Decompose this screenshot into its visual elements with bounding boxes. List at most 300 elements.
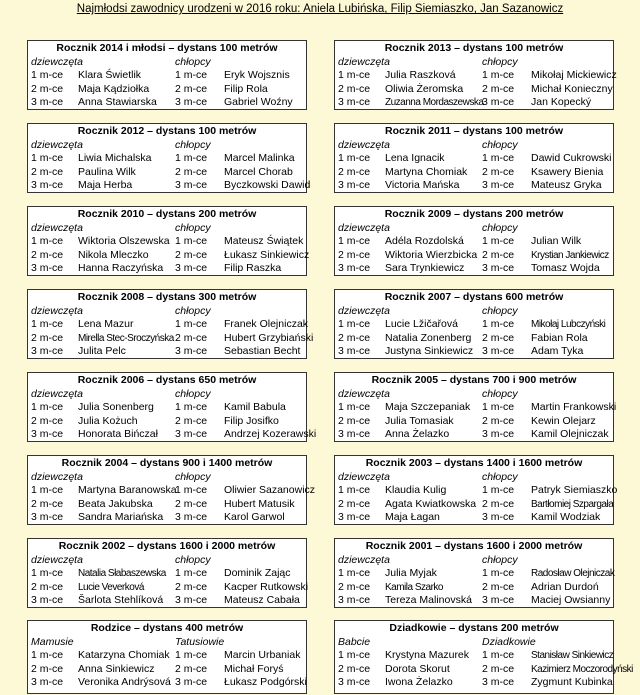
right-group-label: chłopcy: [482, 388, 518, 400]
girl-name: Beata Jakubska: [78, 497, 153, 510]
girl-name: Anna Stawiarska: [78, 96, 157, 108]
girl-name: Julia Tomasiak: [385, 414, 454, 427]
boy-name: Sebastian Becht: [224, 345, 301, 357]
place-label: 1 m-ce: [31, 649, 64, 661]
right-group-label: chłopcy: [175, 139, 211, 151]
result-box: [27, 206, 310, 276]
result-row: [28, 96, 306, 110]
result-row: [335, 401, 617, 415]
boy-name: Jan Kopecký: [531, 96, 592, 108]
place-label: 1 m-ce: [338, 484, 371, 496]
place-label: 3 m-ce: [31, 262, 64, 274]
place-label: 2 m-ce: [482, 331, 515, 344]
girl-name: Anna Sinkiewicz: [78, 662, 155, 675]
girl-name: Kamila Szarko: [385, 581, 443, 593]
result-row: [335, 318, 613, 332]
place-label: 1 m-ce: [482, 235, 515, 247]
place-label: 3 m-ce: [175, 179, 208, 191]
girl-name: Honorata Bińczał: [78, 428, 158, 440]
result-row: [335, 249, 613, 263]
result-row: [335, 594, 613, 608]
right-group-label: chłopcy: [482, 56, 518, 68]
place-label: 1 m-ce: [31, 152, 64, 164]
boy-name: Ksawery Bienia: [531, 165, 604, 178]
place-label: 3 m-ce: [482, 262, 515, 274]
girl-name: Hanna Raczyńska: [78, 262, 164, 274]
result-row: [28, 401, 306, 415]
result-box: [27, 372, 317, 442]
place-label: 1 m-ce: [175, 235, 208, 247]
place-label: 2 m-ce: [482, 82, 515, 95]
place-label: 1 m-ce: [482, 484, 515, 496]
boy-name: Kamil Wodziak: [531, 511, 601, 523]
girl-name: Sandra Mariańska: [78, 511, 164, 523]
place-label: 2 m-ce: [31, 82, 64, 95]
girl-name: Sara Trynkiewicz: [385, 262, 465, 274]
boy-name: Hubert Grzybiański: [224, 331, 314, 344]
result-row: [335, 567, 613, 581]
place-label: 2 m-ce: [482, 248, 515, 261]
boy-name: Hubert Matusik: [224, 497, 295, 510]
right-group-label: chłopcy: [175, 56, 211, 68]
box-title: Rocznik 2009 – dystans 200 metrów: [384, 208, 564, 220]
result-row: [335, 152, 613, 166]
left-group-label: dziewczęta: [338, 56, 390, 68]
result-row: [28, 484, 316, 498]
boy-name: Oliwier Sazanowicz: [224, 484, 316, 496]
result-box: [334, 538, 614, 608]
result-box: [334, 455, 618, 525]
left-group-label: dziewczęta: [338, 139, 390, 151]
place-label: 2 m-ce: [482, 414, 515, 427]
box-title: Rocznik 2003 – dystans 1400 i 1600 metrów: [365, 457, 583, 469]
right-group-label: chłopcy: [175, 222, 211, 234]
girl-name: Wiktoria Olszewska: [78, 235, 170, 247]
place-label: 2 m-ce: [482, 165, 515, 178]
boy-name: Karol Garwol: [224, 511, 285, 523]
box-subheader: [28, 471, 306, 484]
boy-name: Łukasz Podgórski: [224, 676, 307, 688]
place-label: 3 m-ce: [175, 511, 208, 523]
box-subheader: [335, 222, 613, 235]
result-row: [28, 511, 306, 525]
result-row: [335, 676, 613, 690]
right-group-label: chłopcy: [482, 554, 518, 566]
place-label: 2 m-ce: [31, 414, 64, 427]
boy-name: Bartłomiej Szpargała: [531, 498, 614, 510]
girl-name: Maja Łagan: [385, 511, 440, 523]
place-label: 3 m-ce: [338, 594, 371, 606]
place-label: 2 m-ce: [31, 165, 64, 178]
boy-name: Franek Olejniczak: [224, 318, 309, 330]
girl-name: Julia Sonenberg: [78, 401, 154, 413]
result-row: [335, 235, 613, 249]
left-group-label: dziewczęta: [338, 305, 390, 317]
result-box: [27, 123, 311, 193]
place-label: 1 m-ce: [31, 318, 64, 330]
box-title: Rocznik 2008 – dystans 300 metrów: [77, 291, 257, 303]
left-group-label: dziewczęta: [31, 305, 83, 317]
boy-name: Filip Raszka: [224, 262, 282, 274]
girl-name: Maja Kądziołka: [78, 82, 150, 95]
box-subheader: [28, 305, 306, 318]
result-row: [28, 83, 306, 97]
boy-name: Michał Konieczny: [531, 82, 613, 95]
result-row: [335, 415, 613, 429]
result-row: [335, 662, 633, 677]
girl-name: Klaudia Kulig: [385, 484, 447, 496]
result-row: [28, 428, 317, 442]
box-subheader: [28, 554, 306, 567]
girl-name: Julia Myjak: [385, 567, 437, 579]
box-subheader: [335, 139, 613, 152]
result-row: [335, 262, 613, 276]
page-header: Najmłodsi zawodnicy urodzeni w 2016 roku: Aniela Lubińska, Filip Siemiaszko, Jan Sazanowicz: [76, 3, 564, 15]
result-row: [28, 235, 306, 249]
boy-name: Julian Wilk: [531, 235, 582, 247]
left-group-label: dziewczęta: [338, 222, 390, 234]
result-row: [28, 69, 306, 83]
girl-name: Victoria Mańska: [385, 179, 460, 191]
girl-name: Nikola Mleczko: [78, 248, 149, 261]
left-group-label: dziewczęta: [31, 56, 83, 68]
right-group-label: Tatusiowie: [175, 636, 225, 648]
right-group-label: chłopcy: [175, 471, 211, 483]
place-label: 3 m-ce: [338, 676, 371, 688]
place-label: 2 m-ce: [31, 248, 64, 261]
result-row: [28, 415, 306, 429]
result-row: [335, 179, 613, 193]
girl-name: Paulina Wilk: [78, 165, 136, 178]
girl-name: Lena Mazur: [78, 318, 134, 330]
result-box: [334, 289, 614, 359]
place-label: 2 m-ce: [175, 414, 208, 427]
box-subheader: [28, 222, 306, 235]
box-title: Rodzice – dystans 400 metrów: [90, 622, 244, 634]
right-group-label: chłopcy: [482, 471, 518, 483]
girl-name: Martyna Chomiak: [385, 165, 468, 178]
boy-name: Filip Rola: [224, 82, 268, 95]
right-group-label: chłopcy: [175, 305, 211, 317]
boy-name: Kamil Babula: [224, 401, 286, 413]
place-label: 2 m-ce: [338, 414, 371, 427]
box-title: Rocznik 2004 – dystans 900 i 1400 metrów: [61, 457, 273, 469]
box-title: Rocznik 2005 – dystans 700 i 900 metrów: [371, 374, 577, 386]
place-label: 2 m-ce: [31, 331, 64, 344]
boy-name: Gabriel Woźny: [224, 96, 293, 108]
boy-name: Zygmunt Kubinka: [531, 676, 613, 688]
result-row: [28, 676, 306, 690]
box-subheader: [335, 388, 613, 401]
place-label: 3 m-ce: [482, 345, 515, 357]
place-label: 1 m-ce: [338, 401, 371, 413]
place-label: 1 m-ce: [175, 567, 208, 579]
result-row: [28, 580, 309, 595]
girl-name: Julita Pelc: [78, 345, 126, 357]
result-row: [335, 484, 618, 498]
result-row: [28, 594, 306, 608]
place-label: 2 m-ce: [338, 331, 371, 344]
place-label: 2 m-ce: [175, 165, 208, 178]
girl-name: Veronika Andrýsová: [78, 676, 171, 688]
boy-name: Mateusz Cabała: [224, 594, 300, 606]
girl-name: Agata Kwiatkowska: [385, 497, 477, 510]
box-title: Rocznik 2006 – dystans 650 metrów: [77, 374, 257, 386]
girl-name: Mirella Stec-Sroczyńska: [78, 332, 174, 344]
left-group-label: dziewczęta: [338, 388, 390, 400]
boy-name: Adam Tyka: [531, 345, 584, 357]
result-row: [335, 332, 613, 346]
left-group-label: dziewczęta: [31, 139, 83, 151]
girl-name: Katarzyna Chomiak: [78, 649, 170, 661]
boy-name: Marcel Chorab: [224, 165, 293, 178]
place-label: 2 m-ce: [175, 331, 208, 344]
girl-name: Maja Szczepaniak: [385, 401, 471, 413]
box-subheader: [28, 56, 306, 69]
place-label: 3 m-ce: [175, 676, 208, 688]
boy-name: Adrian Durdoń: [531, 580, 599, 593]
place-label: 2 m-ce: [31, 580, 64, 593]
place-label: 3 m-ce: [338, 96, 371, 108]
boy-name: Mateusz Świątek: [224, 235, 304, 247]
boy-name: Marcin Urbaniak: [224, 649, 301, 661]
girl-name: Šarlota Stehlíková: [78, 594, 164, 606]
place-label: 1 m-ce: [31, 401, 64, 413]
result-row: [28, 152, 306, 166]
place-label: 1 m-ce: [482, 401, 515, 413]
girl-name: Lucie Lžičařová: [385, 318, 458, 330]
girl-name: Wiktoria Wierzbicka: [385, 248, 478, 261]
left-group-label: dziewczęta: [338, 554, 390, 566]
place-label: 3 m-ce: [482, 594, 515, 606]
place-label: 3 m-ce: [338, 262, 371, 274]
boy-name: Kacper Rutkowski: [224, 580, 309, 593]
boy-name: Andrzej Kozerawski: [224, 428, 317, 440]
place-label: 3 m-ce: [175, 594, 208, 606]
place-label: 1 m-ce: [338, 649, 371, 661]
result-row: [28, 567, 306, 581]
place-label: 2 m-ce: [175, 580, 208, 593]
box-subheader: [28, 388, 306, 401]
result-box: [334, 123, 614, 193]
result-row: [28, 649, 306, 663]
box-title: Rocznik 2010 – dystans 200 metrów: [77, 208, 257, 220]
girl-name: Anna Żelazko: [385, 428, 450, 440]
boy-name: Filip Josifko: [224, 414, 279, 427]
girl-name: Liwia Michalska: [78, 152, 152, 164]
result-box: [334, 620, 633, 694]
result-row: [28, 248, 310, 263]
result-row: [335, 428, 613, 442]
place-label: 3 m-ce: [338, 179, 371, 191]
left-group-label: Mamusie: [31, 636, 74, 648]
left-group-label: dziewczęta: [31, 554, 83, 566]
place-label: 3 m-ce: [482, 428, 515, 440]
place-label: 1 m-ce: [175, 484, 208, 496]
place-label: 2 m-ce: [338, 248, 371, 261]
boy-name: Krystian Jankiewicz: [531, 249, 609, 261]
result-row: [28, 498, 306, 512]
result-row: [335, 649, 613, 663]
girl-name: Justyna Sinkiewicz: [385, 345, 474, 357]
place-label: 3 m-ce: [31, 594, 64, 606]
place-label: 1 m-ce: [175, 401, 208, 413]
place-label: 2 m-ce: [338, 82, 371, 95]
result-row: [28, 345, 306, 359]
boy-name: Kamil Olejniczak: [531, 428, 609, 440]
box-subheader: [335, 636, 613, 649]
girl-name: Tereza Malinovská: [385, 594, 472, 606]
girl-name: Dorota Skorut: [385, 662, 450, 675]
girl-name: Klara Świetlik: [78, 69, 142, 81]
result-row: [28, 331, 314, 346]
place-label: 3 m-ce: [31, 511, 64, 523]
result-row: [335, 69, 617, 83]
place-label: 3 m-ce: [175, 345, 208, 357]
right-group-label: chłopcy: [482, 305, 518, 317]
left-group-label: dziewczęta: [31, 388, 83, 400]
place-label: 1 m-ce: [482, 649, 515, 661]
boy-name: Łukasz Sinkiewicz: [224, 248, 310, 261]
place-label: 1 m-ce: [31, 235, 64, 247]
girl-name: Martyna Baranowska: [78, 484, 177, 496]
result-row: [28, 179, 311, 193]
right-group-label: chłopcy: [482, 222, 518, 234]
place-label: 1 m-ce: [482, 318, 515, 330]
result-row: [335, 511, 613, 525]
right-group-label: Dziadkowie: [482, 636, 536, 648]
box-subheader: [335, 56, 613, 69]
place-label: 2 m-ce: [175, 82, 208, 95]
place-label: 1 m-ce: [175, 69, 208, 81]
place-label: 3 m-ce: [31, 428, 64, 440]
place-label: 2 m-ce: [338, 580, 371, 593]
place-label: 1 m-ce: [175, 318, 208, 330]
place-label: 2 m-ce: [31, 662, 64, 675]
left-group-label: Babcie: [338, 636, 371, 648]
place-label: 3 m-ce: [482, 511, 515, 523]
girl-name: Natalia Słabaszewska: [78, 568, 166, 579]
place-label: 2 m-ce: [175, 248, 208, 261]
place-label: 3 m-ce: [175, 96, 208, 108]
box-subheader: [335, 305, 613, 318]
place-label: 1 m-ce: [338, 318, 371, 330]
result-row: [335, 581, 613, 595]
place-label: 3 m-ce: [338, 428, 371, 440]
place-label: 3 m-ce: [31, 96, 64, 108]
box-title: Dziadkowie – dystans 200 metrów: [389, 622, 559, 634]
girl-name: Natalia Zonenberg: [385, 331, 472, 344]
boy-name: Mikołaj Lubczyński: [531, 319, 606, 330]
right-group-label: chłopcy: [482, 139, 518, 151]
boy-name: Byczkowski Dawid: [224, 179, 311, 191]
place-label: 1 m-ce: [338, 567, 371, 579]
place-label: 2 m-ce: [482, 497, 515, 510]
boy-name: Tomasz Wojda: [531, 262, 600, 274]
boy-name: Mateusz Gryka: [531, 179, 602, 191]
place-label: 2 m-ce: [175, 662, 208, 675]
girl-name: Maja Herba: [78, 179, 133, 191]
place-label: 2 m-ce: [482, 580, 515, 593]
girl-name: Lena Ignacik: [385, 152, 445, 164]
box-title: Rocznik 2007 – dystans 600 metrów: [384, 291, 564, 303]
result-box: [334, 40, 617, 110]
boy-name: Martin Frankowski: [531, 401, 617, 413]
girl-name: Zuzanna Mordaszewska: [385, 97, 484, 108]
place-label: 1 m-ce: [31, 484, 64, 496]
box-title: Rocznik 2014 i młodsi – dystans 100 metrów: [56, 42, 278, 54]
box-title: Rocznik 2001 – dystans 1600 i 2000 metrów: [365, 540, 583, 552]
place-label: 1 m-ce: [31, 567, 64, 579]
boy-name: Michał Foryś: [224, 662, 284, 675]
place-label: 1 m-ce: [175, 152, 208, 164]
box-subheader: [28, 139, 306, 152]
result-box: [334, 372, 617, 442]
girl-name: Oliwia Żeromska: [385, 82, 464, 95]
place-label: 1 m-ce: [31, 69, 64, 81]
right-group-label: chłopcy: [175, 388, 211, 400]
right-group-label: chłopcy: [175, 554, 211, 566]
result-box: [27, 538, 307, 608]
result-row: [28, 262, 306, 276]
place-label: 2 m-ce: [175, 497, 208, 510]
place-label: 1 m-ce: [338, 152, 371, 164]
result-box: [27, 40, 307, 110]
result-row: [28, 166, 306, 180]
result-row: [28, 318, 309, 332]
girl-name: Adéla Rozdolská: [385, 235, 464, 247]
boy-name: Maciej Owsianny: [531, 594, 611, 606]
place-label: 1 m-ce: [482, 152, 515, 164]
place-label: 3 m-ce: [338, 345, 371, 357]
box-title: Rocznik 2011 – dystans 100 metrów: [384, 125, 563, 137]
box-subheader: [335, 471, 613, 484]
box-title: Rocznik 2012 – dystans 100 metrów: [77, 125, 257, 137]
place-label: 2 m-ce: [338, 662, 371, 675]
boy-name: Dawid Cukrowski: [531, 152, 612, 164]
left-group-label: dziewczęta: [31, 471, 83, 483]
boy-name: Radosław Olejniczak: [531, 568, 615, 579]
place-label: 3 m-ce: [338, 511, 371, 523]
place-label: 3 m-ce: [175, 428, 208, 440]
place-label: 2 m-ce: [338, 497, 371, 510]
result-box: [27, 620, 307, 694]
girl-name: Iwona Żelazko: [385, 676, 453, 688]
place-label: 3 m-ce: [31, 179, 64, 191]
boy-name: Patryk Siemiaszko: [531, 484, 618, 496]
boy-name: Dominik Zając: [224, 567, 291, 579]
result-row: [28, 663, 306, 677]
place-label: 1 m-ce: [175, 649, 208, 661]
place-label: 1 m-ce: [338, 69, 371, 81]
result-row: [335, 498, 613, 512]
place-label: 3 m-ce: [31, 676, 64, 688]
place-label: 1 m-ce: [338, 235, 371, 247]
place-label: 2 m-ce: [482, 662, 515, 675]
place-label: 3 m-ce: [482, 96, 515, 108]
place-label: 3 m-ce: [482, 179, 515, 191]
boy-name: Kewin Olejarz: [531, 414, 596, 427]
boy-name: Mikołaj Mickiewicz: [531, 69, 617, 81]
result-row: [335, 83, 613, 97]
place-label: 1 m-ce: [482, 567, 515, 579]
place-label: 2 m-ce: [31, 497, 64, 510]
boy-name: Marcel Malinka: [224, 152, 295, 164]
girl-name: Julia Kożuch: [78, 414, 138, 427]
result-box: [27, 455, 316, 525]
box-title: Rocznik 2002 – dystans 1600 i 2000 metrów: [58, 540, 276, 552]
place-label: 3 m-ce: [482, 676, 515, 688]
